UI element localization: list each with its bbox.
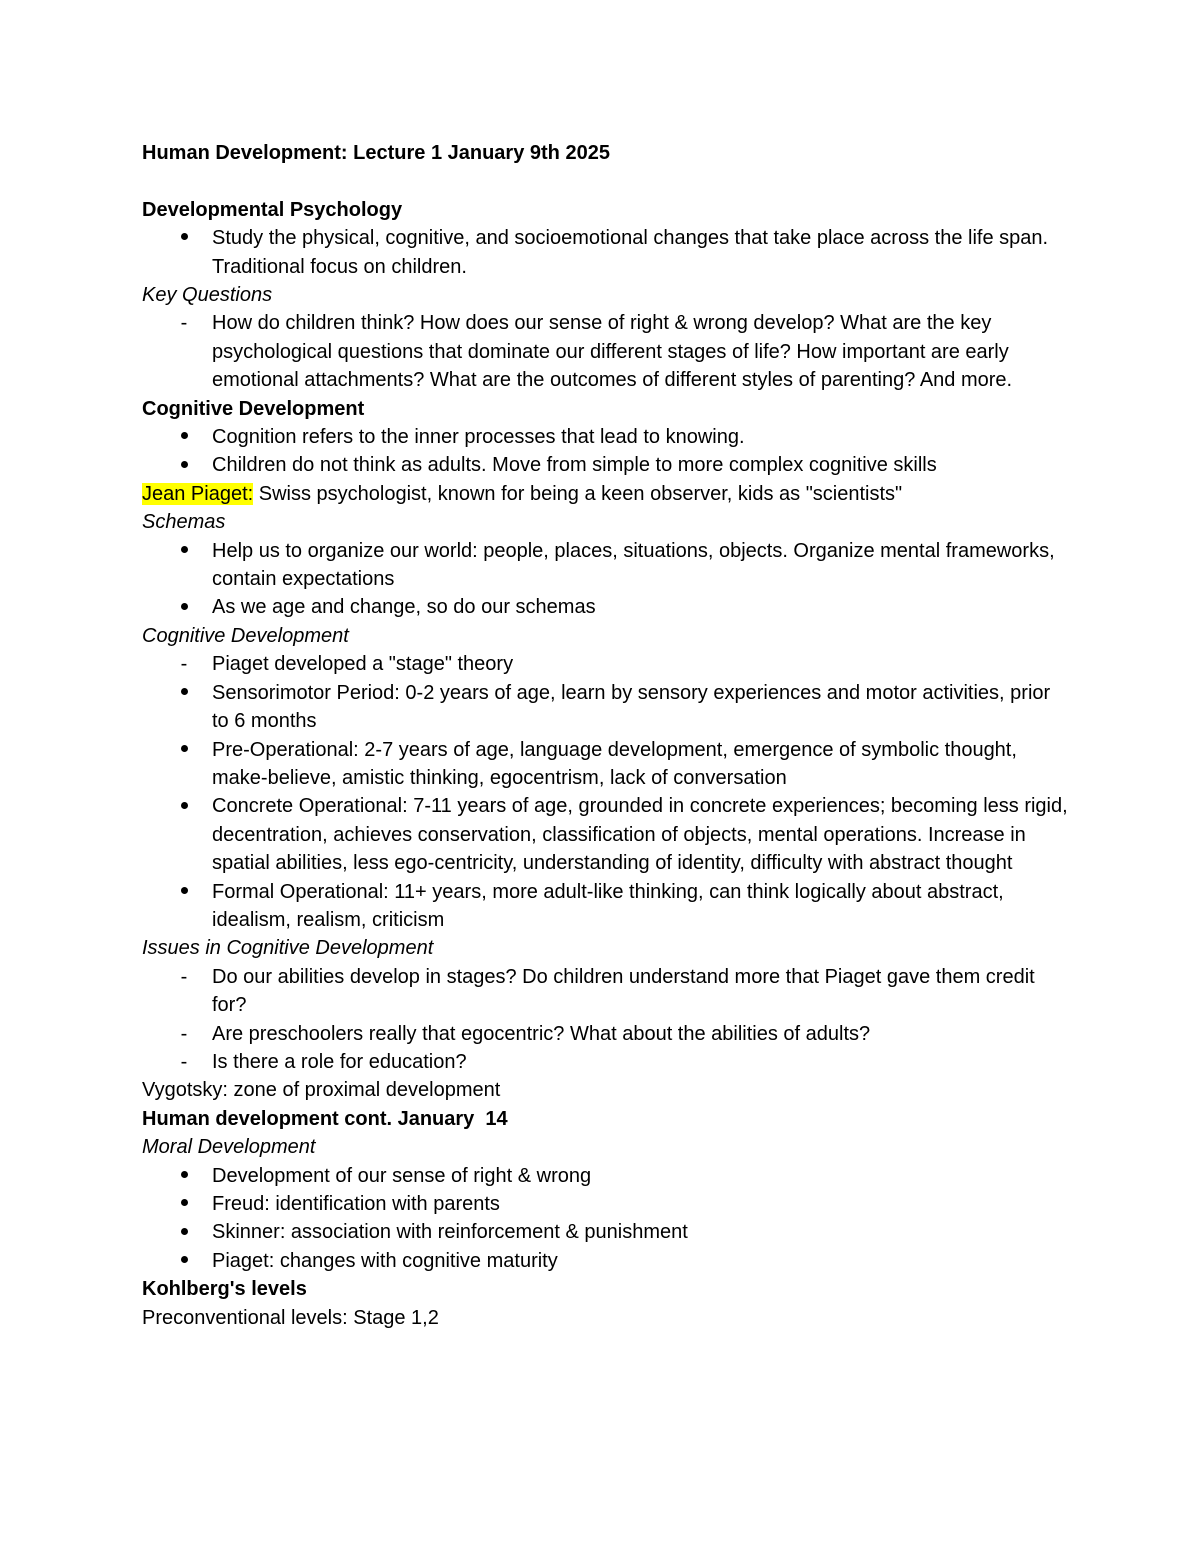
list-item-text: Study the physical, cognitive, and socioemotional changes that take place across the life span. Traditional focus on children.	[212, 227, 1049, 278]
list-item	[142, 679, 1072, 736]
list-item	[142, 792, 1072, 877]
piaget-line	[142, 480, 1072, 508]
list-item-text: How do children think? How does our sense of right & wrong develop? What are the key psychological questions that dominate our different stages of life? How important are early emotional attachments? What are the outcomes of different styles of parenting? And more.	[212, 312, 1013, 392]
bullet-icon	[174, 1247, 194, 1275]
highlighted-name: Jean Piaget:	[142, 482, 254, 505]
list-item-text: Are preschoolers really that egocentric? What about the abilities of adults?	[212, 1022, 871, 1045]
subheading-cognitive-development: Cognitive Development	[142, 624, 349, 647]
list-item-text: Help us to organize our world: people, places, situations, objects. Organize mental frameworks, contain expectations	[212, 539, 1055, 591]
list-item-text: Piaget: changes with cognitive maturity	[212, 1249, 558, 1272]
bullet-icon	[174, 593, 194, 621]
bullet-icon	[174, 792, 194, 820]
list-item-text: Freud: identification with parents	[212, 1193, 500, 1216]
list-item	[142, 963, 1072, 1020]
dash-marker: -	[180, 1050, 188, 1073]
heading-developmental-psychology: Developmental Psychology	[142, 198, 403, 221]
list-item-text: Piaget developed a "stage" theory	[212, 653, 514, 676]
list-item	[142, 1218, 1072, 1246]
bullet-icon	[174, 224, 194, 252]
list-item	[142, 878, 1072, 935]
list-item	[142, 736, 1072, 793]
subheading-schemas: Schemas	[142, 511, 226, 534]
bullet-icon	[174, 736, 194, 764]
list-item-text: Cognition refers to the inner processes that lead to knowing.	[212, 426, 745, 449]
bullet-icon	[174, 1162, 194, 1190]
preconventional-line: Preconventional levels: Stage 1,2	[142, 1306, 439, 1329]
list-item	[142, 1190, 1072, 1218]
piaget-description: Swiss psychologist, known for being a keen observer, kids as "scientists"	[253, 482, 903, 505]
dash-marker: -	[180, 653, 188, 676]
list-item	[142, 1247, 1072, 1275]
list-item	[142, 1020, 1072, 1048]
bullet-icon	[174, 679, 194, 707]
list-item	[142, 537, 1072, 594]
list-item	[142, 1162, 1072, 1190]
bullet-icon	[174, 1218, 194, 1246]
list-item-text: Formal Operational: 11+ years, more adult-like thinking, can think logically about abstract, idealism, realism, criticism	[212, 880, 1004, 931]
list-item-text: Skinner: association with reinforcement & punishment	[212, 1221, 688, 1244]
bullet-icon	[174, 537, 194, 565]
document-title: Human Development: Lecture 1 January 9th 2025	[142, 142, 610, 164]
subheading-key-questions: Key Questions	[142, 284, 273, 307]
heading-continuation: Human development cont. January 14	[142, 1107, 508, 1130]
dash-marker: -	[180, 1022, 188, 1045]
list-item-text: As we age and change, so do our schemas	[212, 596, 596, 619]
dash-marker: -	[180, 965, 188, 988]
list-item	[142, 451, 1072, 479]
list-item	[142, 423, 1072, 451]
list-item	[142, 650, 1072, 678]
list-item-text: Sensorimotor Period: 0-2 years of age, learn by sensory experiences and motor activities, prior to 6 months	[212, 681, 1051, 733]
bullet-icon	[174, 878, 194, 906]
list-item	[142, 224, 1072, 281]
document-body	[142, 139, 1072, 1332]
list-item-text: Is there a role for education?	[212, 1050, 467, 1073]
bullet-icon	[174, 1190, 194, 1218]
heading-kohlberg: Kohlberg's levels	[142, 1278, 307, 1301]
list-item	[142, 309, 1072, 394]
list-item-text: Do our abilities develop in stages? Do children understand more that Piaget gave them credit for?	[212, 965, 1035, 1017]
vygotsky-line: Vygotsky: zone of proximal development	[142, 1079, 501, 1102]
list-item-text: Development of our sense of right & wrong	[212, 1164, 592, 1187]
list-item	[142, 593, 1072, 621]
subheading-issues: Issues in Cognitive Development	[142, 937, 434, 960]
bullet-icon	[174, 423, 194, 451]
list-item-text: Concrete Operational: 7-11 years of age, grounded in concrete experiences; becoming less rigid, decentration, achieves conservation, classification of objects, mental operations. Increase in spatial abilities, less ego-centricity, understanding of identity, difficulty with abstract thought	[212, 795, 1068, 875]
dash-marker: -	[180, 312, 188, 335]
heading-cognitive-development: Cognitive Development	[142, 397, 365, 420]
subheading-moral-development: Moral Development	[142, 1136, 316, 1159]
list-item-text: Pre-Operational: 2-7 years of age, language development, emergence of symbolic thought, make-believe, amistic thinking, egocentrism, lack of conversation	[212, 738, 1017, 789]
bullet-icon	[174, 451, 194, 479]
list-item	[142, 1048, 1072, 1076]
list-item-text: Children do not think as adults. Move from simple to more complex cognitive skills	[212, 454, 937, 477]
